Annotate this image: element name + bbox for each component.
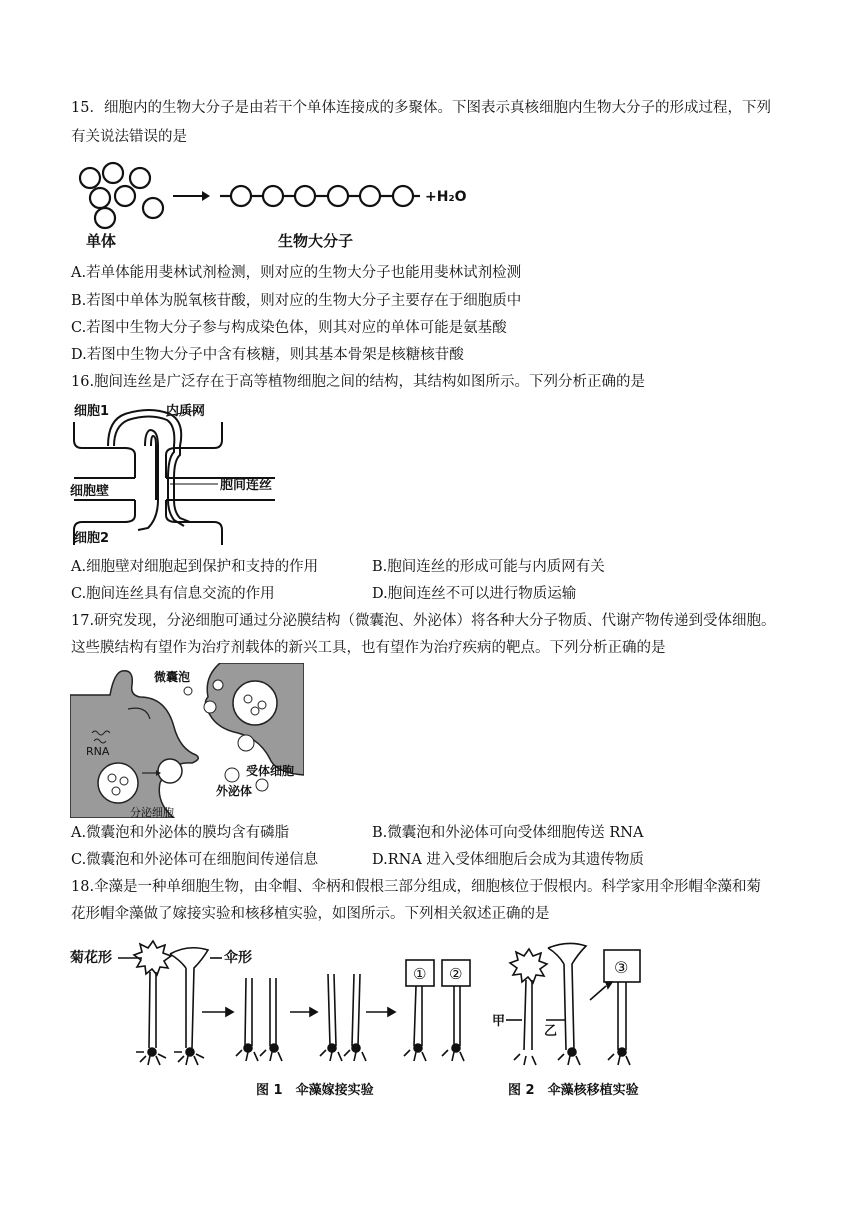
cell1-label: 细胞1 <box>74 404 110 419</box>
q16-option-b: B.胞间连丝的形成可能与内质网有关 <box>372 559 605 575</box>
polymer-label: 生物大分子 <box>278 232 354 250</box>
yi-label: 乙 <box>544 1024 558 1039</box>
q17-option-b: B.微囊泡和外泌体可向受体细胞传送 RNA <box>372 825 644 841</box>
q17-option-a: A.微囊泡和外泌体的膜均含有磷脂 <box>71 825 290 841</box>
secretory-label: 分泌细胞 <box>130 806 174 818</box>
polymer-chain <box>220 186 420 206</box>
box3-label: ③ <box>614 958 629 977</box>
q16-option-a: A.细胞壁对细胞起到保护和支持的作用 <box>71 559 319 575</box>
monomer-label: 单体 <box>86 232 117 250</box>
box2-label: ② <box>449 965 463 983</box>
q18-stem-line2: 花形帽伞藻做了嫁接实验和核移植实验，如图所示。下列相关叙述正确的是 <box>71 906 550 922</box>
jia-label: 甲 <box>492 1014 506 1029</box>
water-label: +H₂O <box>425 189 467 205</box>
q17-stem-line1: 17.研究发现，分泌细胞可通过分泌膜结构（微囊泡、外泌体）将各种大分子物质、代谢产物传递到受体细胞。 <box>71 613 776 629</box>
q16-stem: 16.胞间连丝是广泛存在于高等植物细胞之间的结构，其结构如图所示。下列分析正确的是 <box>71 374 646 390</box>
monomer-circles <box>80 163 163 228</box>
wall-label: 细胞壁 <box>70 484 110 499</box>
rna-label: RNA <box>86 745 110 758</box>
q17-option-d: D.RNA 进入受体细胞后会成为其遗传物质 <box>372 852 644 868</box>
q17-figure <box>70 663 304 818</box>
q16-option-d: D.胞间连丝不可以进行物质运输 <box>372 586 577 602</box>
fig1-caption: 图 1 伞藻嫁接实验 <box>256 1083 374 1098</box>
cell2-label: 细胞2 <box>74 531 110 546</box>
q15-option-b: B.若图中单体为脱氧核苷酸，则对应的生物大分子主要存在于细胞质中 <box>71 293 522 309</box>
q15-option-c: C.若图中生物大分子参与构成染色体，则其对应的单体可能是氨基酸 <box>71 320 507 336</box>
q18-figure <box>70 938 660 1098</box>
arrow-icon <box>202 191 210 201</box>
chrysanthemum-label: 菊花形 <box>70 950 112 966</box>
q15-stem-line1: 15．细胞内的生物大分子是由若干个单体连接成的多聚体。下图表示真核细胞内生物大分子的形成过程，下列 <box>71 100 771 116</box>
box1-label: ① <box>413 965 427 983</box>
exosome-label: 外泌体 <box>216 784 253 798</box>
q17-stem-line2: 这些膜结构有望作为治疗剂载体的新兴工具，也有望作为治疗疾病的靶点。下列分析正确的是 <box>71 640 666 656</box>
q16-figure <box>70 400 290 550</box>
q15-option-d: D.若图中生物大分子中含有核糖，则其基本骨架是核糖核苷酸 <box>71 347 464 363</box>
microvesicle-label: 微囊泡 <box>154 670 191 684</box>
plasmodesma-label: 胞间连丝 <box>220 478 273 493</box>
q18-stem-line1: 18.伞藻是一种单细胞生物，由伞帽、伞柄和假根三部分组成，细胞核位于假根内。科学家用伞形帽伞藻和菊 <box>71 879 762 895</box>
q16-option-c: C.胞间连丝具有信息交流的作用 <box>71 586 275 602</box>
er-label: 内质网 <box>166 404 206 419</box>
umbrella-cap <box>170 948 208 1048</box>
receptor-label: 受体细胞 <box>246 764 295 778</box>
q15-stem-line2: 有关说法错误的是 <box>71 129 187 145</box>
q15-option-a: A.若单体能用斐林试剂检测，则对应的生物大分子也能用斐林试剂检测 <box>71 265 522 281</box>
fig2-caption: 图 2 伞藻核移植实验 <box>508 1083 639 1098</box>
umbrella-label: 伞形 <box>224 950 252 966</box>
q17-option-c: C.微囊泡和外泌体可在细胞间传递信息 <box>71 852 319 868</box>
q15-figure <box>70 158 490 250</box>
